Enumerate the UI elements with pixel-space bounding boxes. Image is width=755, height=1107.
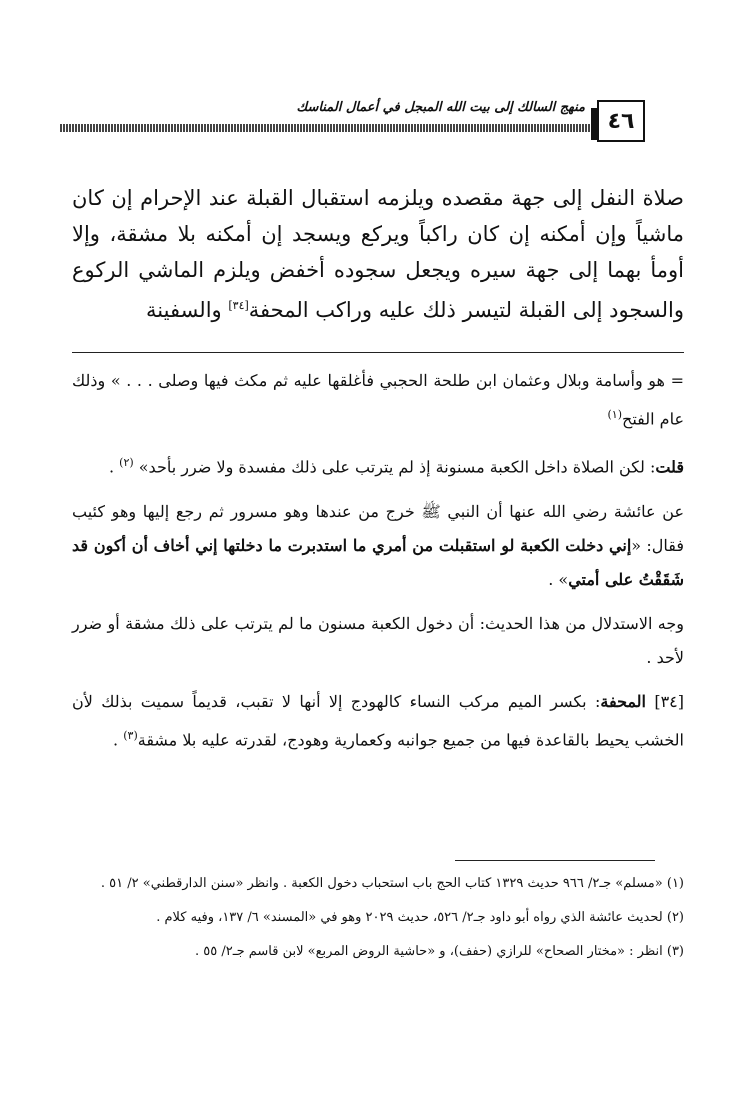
- note-3-end: » .: [548, 569, 569, 589]
- header-rule: [60, 124, 590, 132]
- page-header: [0, 0, 755, 150]
- footnote-3: (٣) انظر : «مختار الصحاح» للرازي (حفف)، و «حاشية الروض المربع» لابن قاسم جـ٢/ ٥٥ .: [195, 944, 684, 959]
- note-2-label: قلت: [655, 457, 684, 477]
- commentary-notes: [72, 364, 684, 767]
- note-3-intro: عن عائشة رضي الله عنها أن النبي ﷺ خرج من عندها وهو مسرور ثم رجع إليها وهو كئيب فقال: «: [72, 501, 685, 555]
- note-5-footnote-ref: (٣): [123, 728, 138, 742]
- note-5-ref: [٣٤]: [654, 691, 685, 711]
- note-paragraph-5: [72, 685, 684, 757]
- note-2-ref: (٢): [119, 456, 134, 470]
- note-3-hadith: إني دخلت الكعبة لو استقبلت من أمري ما استدبرت ما دخلتها إني أخاف أن أكون قد شَقَقْتُ على أمتي: [72, 535, 684, 589]
- footnotes: [72, 870, 684, 972]
- note-5-end: .: [113, 729, 119, 749]
- main-text-end: والسفينة: [146, 298, 222, 322]
- note-paragraph-1: [72, 364, 684, 436]
- main-text-ref: [٣٤]: [228, 299, 249, 312]
- note-1-ref: (١): [607, 408, 623, 421]
- footnote-divider: [455, 860, 655, 861]
- main-text-body: صلاة النفل إلى جهة مقصده ويلزمه استقبال القبلة عند الإحرام إن كان ماشياً وإن أمكنه إن كان راكباً ويركع ويسجد إن أمكنه بلا مشقة، وإلا أومأ بهما إلى جهة سيره ويجعل سجوده أخفض ويلزم الماشي الركوع والسجود إلى القبلة لتيسر ذلك عليه وراكب المحفة: [72, 186, 684, 322]
- note-paragraph-2: [72, 446, 684, 484]
- running-title: منهج السالك إلى بيت الله المبجل في أعمال المناسك: [296, 100, 585, 115]
- notes-divider: [72, 352, 684, 353]
- note-paragraph-3: [72, 495, 684, 597]
- page-number: ٤٦: [597, 100, 645, 142]
- note-1-text: = هو وأسامة وبلال وعثمان ابن طلحة الحجبي فأغلقها عليه ثم مكث فيها وصلى . . . » وذلك عام الفتح: [72, 371, 684, 429]
- note-2-text: : لكن الصلاة داخل الكعبة مسنونة إذ لم يترتب على ذلك مفسدة ولا ضرر بأحد»: [138, 457, 656, 477]
- footnote-2: (٢) لحديث عائشة الذي رواه أبو داود جـ٢/ ٥٢٦، حديث ٢٠٢٩ وهو في «المسند» ٦/ ١٣٧، وفيه كلام .: [156, 910, 684, 925]
- note-paragraph-4: وجه الاستدلال من هذا الحديث: أن دخول الكعبة مسنون ما لم يترتب على ذلك مشقة أو ضرر لأحد .: [72, 613, 684, 667]
- note-5-label: المحفة: [600, 691, 646, 711]
- footnote-1: (١) «مسلم» جـ٢/ ٩٦٦ حديث ١٣٢٩ كتاب الحج باب استحباب دخول الكعبة . وانظر «سنن الدارقطني» ٢/ ٥١ .: [100, 876, 684, 891]
- note-5-text: : بكسر الميم مركب النساء كالهودج إلا أنها لا تقبب، قديماً سميت بذلك لأن الخشب يحيط بالقاعدة فيها من جميع جوانبه وكعمارية وهودج، لقدرته عليه بلا مشقة: [72, 691, 684, 749]
- main-text: [72, 180, 684, 328]
- note-2-end: .: [108, 457, 115, 477]
